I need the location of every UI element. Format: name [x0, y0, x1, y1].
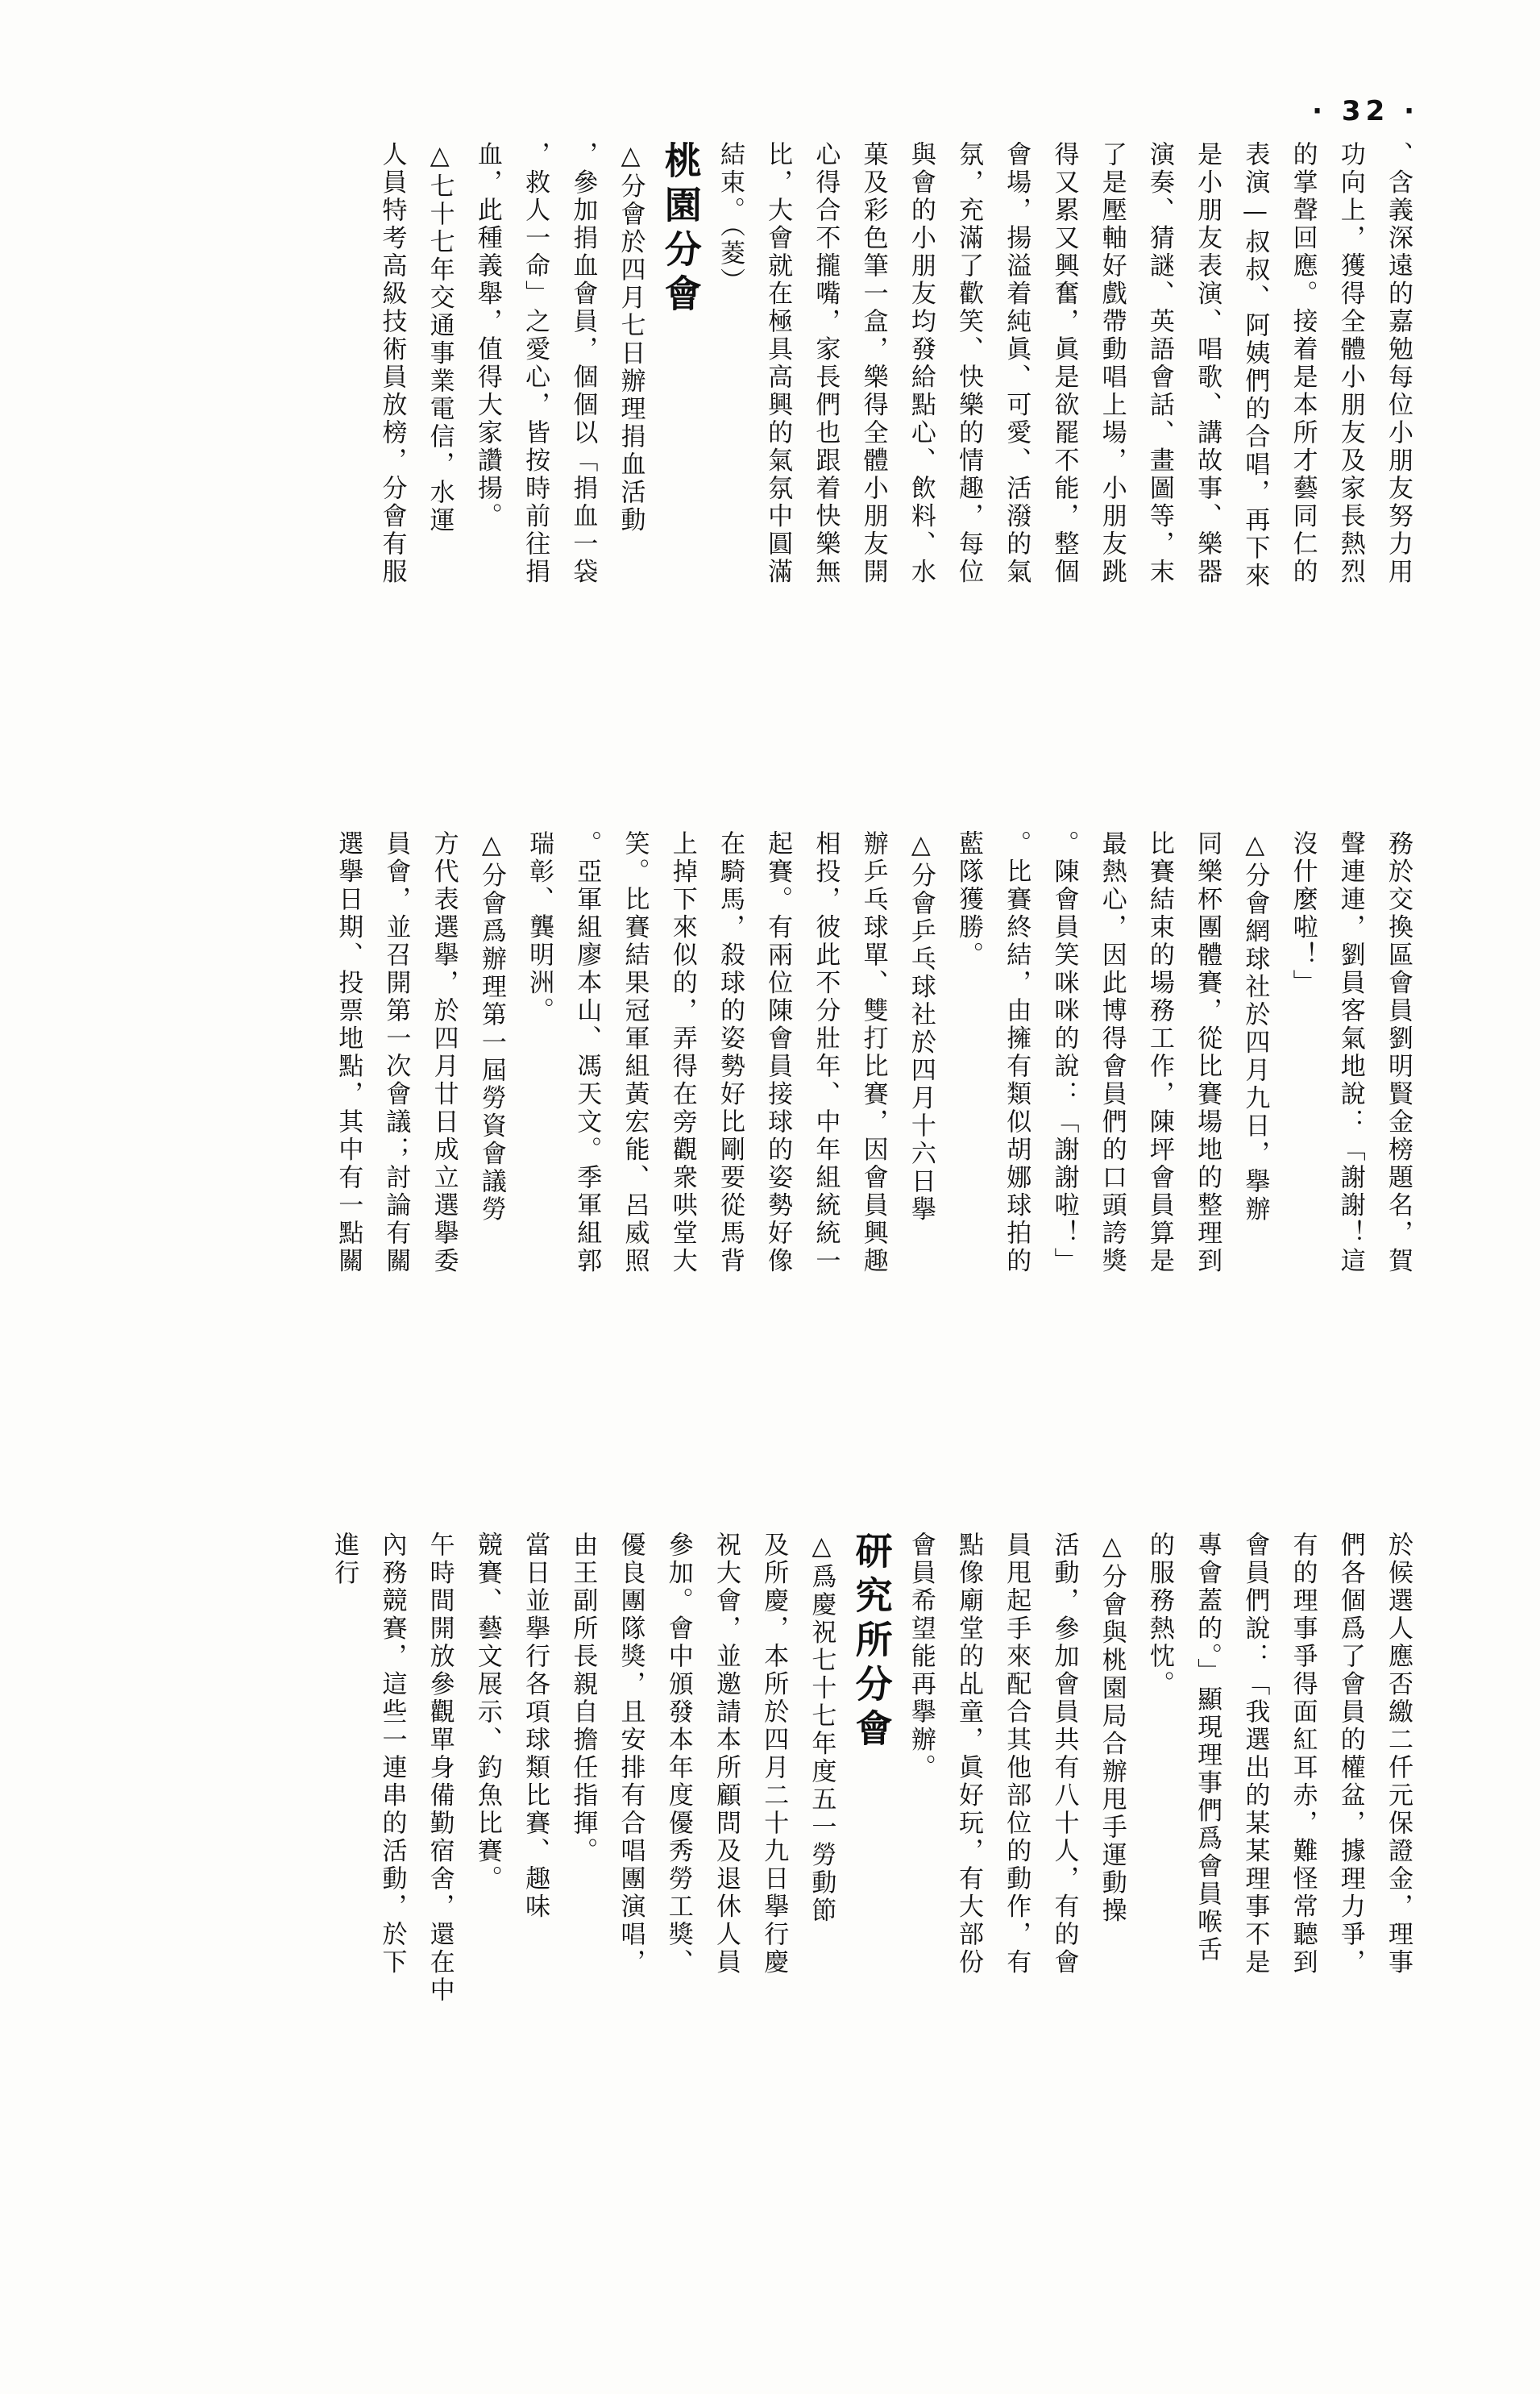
text-column: 會場，揚溢着純眞、可愛、活潑的氣	[1002, 141, 1032, 586]
text-column: 相投，彼此不分壯年、中年組統統一	[811, 830, 841, 1275]
text-column: 會員希望能再擧辦。	[906, 1532, 936, 1782]
text-column: 當日並擧行各項球類比賽、趣味	[521, 1532, 550, 1921]
text-column: 內務競賽，這些一連串的活動，於下	[377, 1532, 407, 1976]
text-column: 專會蓋的。」顯現理事們爲會員喉舌	[1193, 1532, 1222, 1964]
text-column: 與會的小朋友均發給點心、飲料、水	[906, 141, 936, 586]
text-column: 血，此種義舉，值得大家讚揚。	[472, 141, 502, 530]
text-column: 祝大會，並邀請本所顧問及退休人員	[711, 1532, 741, 1976]
text-column: 的掌聲回應。接着是本所才藝同仁的	[1288, 141, 1318, 586]
text-column: 由王副所長親自擔任指揮。	[568, 1532, 598, 1865]
text-column: 會員們說：「我選出的某某理事不是	[1240, 1532, 1270, 1976]
text-column: 沒什麼啦！」	[1288, 830, 1318, 997]
text-column: 辦乒乓球單、雙打比賽，因會員興趣	[858, 830, 888, 1275]
text-column: 人員特考高級技術員放榜，分會有服	[377, 141, 407, 586]
text-column: 員甩起手來配合其他部位的動作，有	[1002, 1532, 1032, 1976]
text-column: 上掉下來似的，弄得在旁觀衆哄堂大	[667, 830, 697, 1275]
text-column: 選擧日期、投票地點，其中有一點關	[334, 830, 363, 1275]
text-column: 在騎馬，殺球的姿勢好比剛要從馬背	[715, 830, 745, 1275]
text-column: 了是壓軸好戲帶動唱上場，小朋友跳	[1097, 141, 1127, 586]
text-column: 是小朋友表演、唱歌、講故事、樂器	[1193, 141, 1222, 586]
text-column: 氛，充滿了歡笑、快樂的情趣，每位	[954, 141, 984, 586]
text-column: 午時間開放參觀單身備勤宿舍，還在中	[425, 1532, 455, 2005]
section-middle	[97, 830, 1418, 1475]
text-column: 聲連連，劉員客氣地說：「謝謝！這	[1335, 830, 1365, 1275]
text-column: △分會於四月七日辦理捐血活動	[616, 141, 645, 534]
text-column: △分會與桃園局合辦甩手運動操	[1097, 1532, 1127, 1925]
text-column: 競賽、藝文展示、釣魚比賽。	[472, 1532, 502, 1893]
text-column: 有的理事爭得面紅耳赤，難怪常聽到	[1288, 1532, 1318, 1976]
text-column: 功向上，獲得全體小朋友及家長熱烈	[1335, 141, 1365, 586]
text-column: 點像廟堂的乩童，眞好玩，有大部份	[954, 1532, 984, 1976]
text-column: △七十七年交通事業電信，水運	[425, 141, 455, 534]
text-column: 活動，參加會員共有八十人，有的會	[1049, 1532, 1079, 1976]
text-column: 參加。會中頒發本年度優秀勞工獎、	[663, 1532, 693, 1976]
text-column: ，參加捐血會員，個個以「捐血一袋	[568, 141, 598, 586]
text-column: △爲慶祝七十七年度五一勞動節	[807, 1532, 836, 1925]
text-column: 笑。比賽結果冠軍組黃宏能、呂威照	[620, 830, 650, 1275]
text-column: 們各個爲了會員的權盆，據理力爭，	[1335, 1532, 1365, 1976]
text-column: 進行	[330, 1532, 359, 1587]
text-column: 、含義深遠的嘉勉每位小朋友努力用	[1384, 141, 1413, 586]
text-column: 優良團隊獎，且安排有合唱團演唱，	[616, 1532, 645, 1976]
text-column: 表演—叔叔、阿姨們的合唱，再下來	[1240, 141, 1270, 590]
text-column: 起賽。有兩位陳會員接球的姿勢好像	[763, 830, 793, 1275]
text-column: 比，大會就在極具高興的氣氛中圓滿	[763, 141, 793, 586]
section-top	[97, 141, 1418, 778]
text-column: △分會網球社於四月九日，擧辦	[1240, 830, 1270, 1224]
text-column: 方代表選擧，於四月廿日成立選擧委	[429, 830, 459, 1275]
text-column: 瑞彰、龔明洲。	[525, 830, 554, 1025]
text-column: 藍隊獲勝。	[954, 830, 984, 970]
section-heading-taoyuan: 桃園分會	[658, 141, 703, 318]
text-column: 同樂杯團體賽，從比賽場地的整理到	[1193, 830, 1222, 1275]
text-column: ，救人一命」之愛心，皆按時前往捐	[521, 141, 550, 586]
text-column: 。比賽終結，由擁有類似胡娜球拍的	[1002, 830, 1032, 1275]
page-number: · 32 ·	[1312, 95, 1419, 127]
text-column: 菓及彩色筆一盒，樂得全體小朋友開	[858, 141, 888, 586]
text-column: 結束。（菱）	[715, 141, 745, 296]
text-column: 比賽結束的場務工作，陳坪會員算是	[1144, 830, 1174, 1275]
text-column: 。陳會員笑咪咪的說：「謝謝啦！」	[1049, 830, 1079, 1275]
text-column: 。亞軍組廖本山、馮天文。季軍組郭	[572, 830, 602, 1275]
text-column: 務於交換區會員劉明賢金榜題名，賀	[1384, 830, 1413, 1275]
text-column: 於候選人應否繳二仟元保證金，理事	[1384, 1532, 1413, 1976]
text-column: 及所慶，本所於四月二十九日擧行慶	[759, 1532, 789, 1976]
text-column: 心得合不攏嘴，家長們也跟着快樂無	[811, 141, 841, 586]
text-column: △分會乒乓球社於四月十六日擧	[906, 830, 936, 1224]
text-column: 的服務熱忱。	[1144, 1532, 1174, 1698]
text-column: △分會爲辦理第一屆勞資會議勞	[476, 830, 506, 1224]
text-column: 最熱心，因此博得會員們的口頭誇獎	[1097, 830, 1127, 1275]
text-column: 得又累又興奮，眞是欲罷不能，整個	[1049, 141, 1079, 586]
section-heading-research-institute: 研究所分會	[849, 1532, 894, 1753]
text-column: 演奏、猜謎、英語會話、畫圖等，末	[1144, 141, 1174, 586]
text-column: 員會，並召開第一次會議；討論有關	[381, 830, 411, 1275]
section-bottom	[97, 1532, 1418, 2257]
